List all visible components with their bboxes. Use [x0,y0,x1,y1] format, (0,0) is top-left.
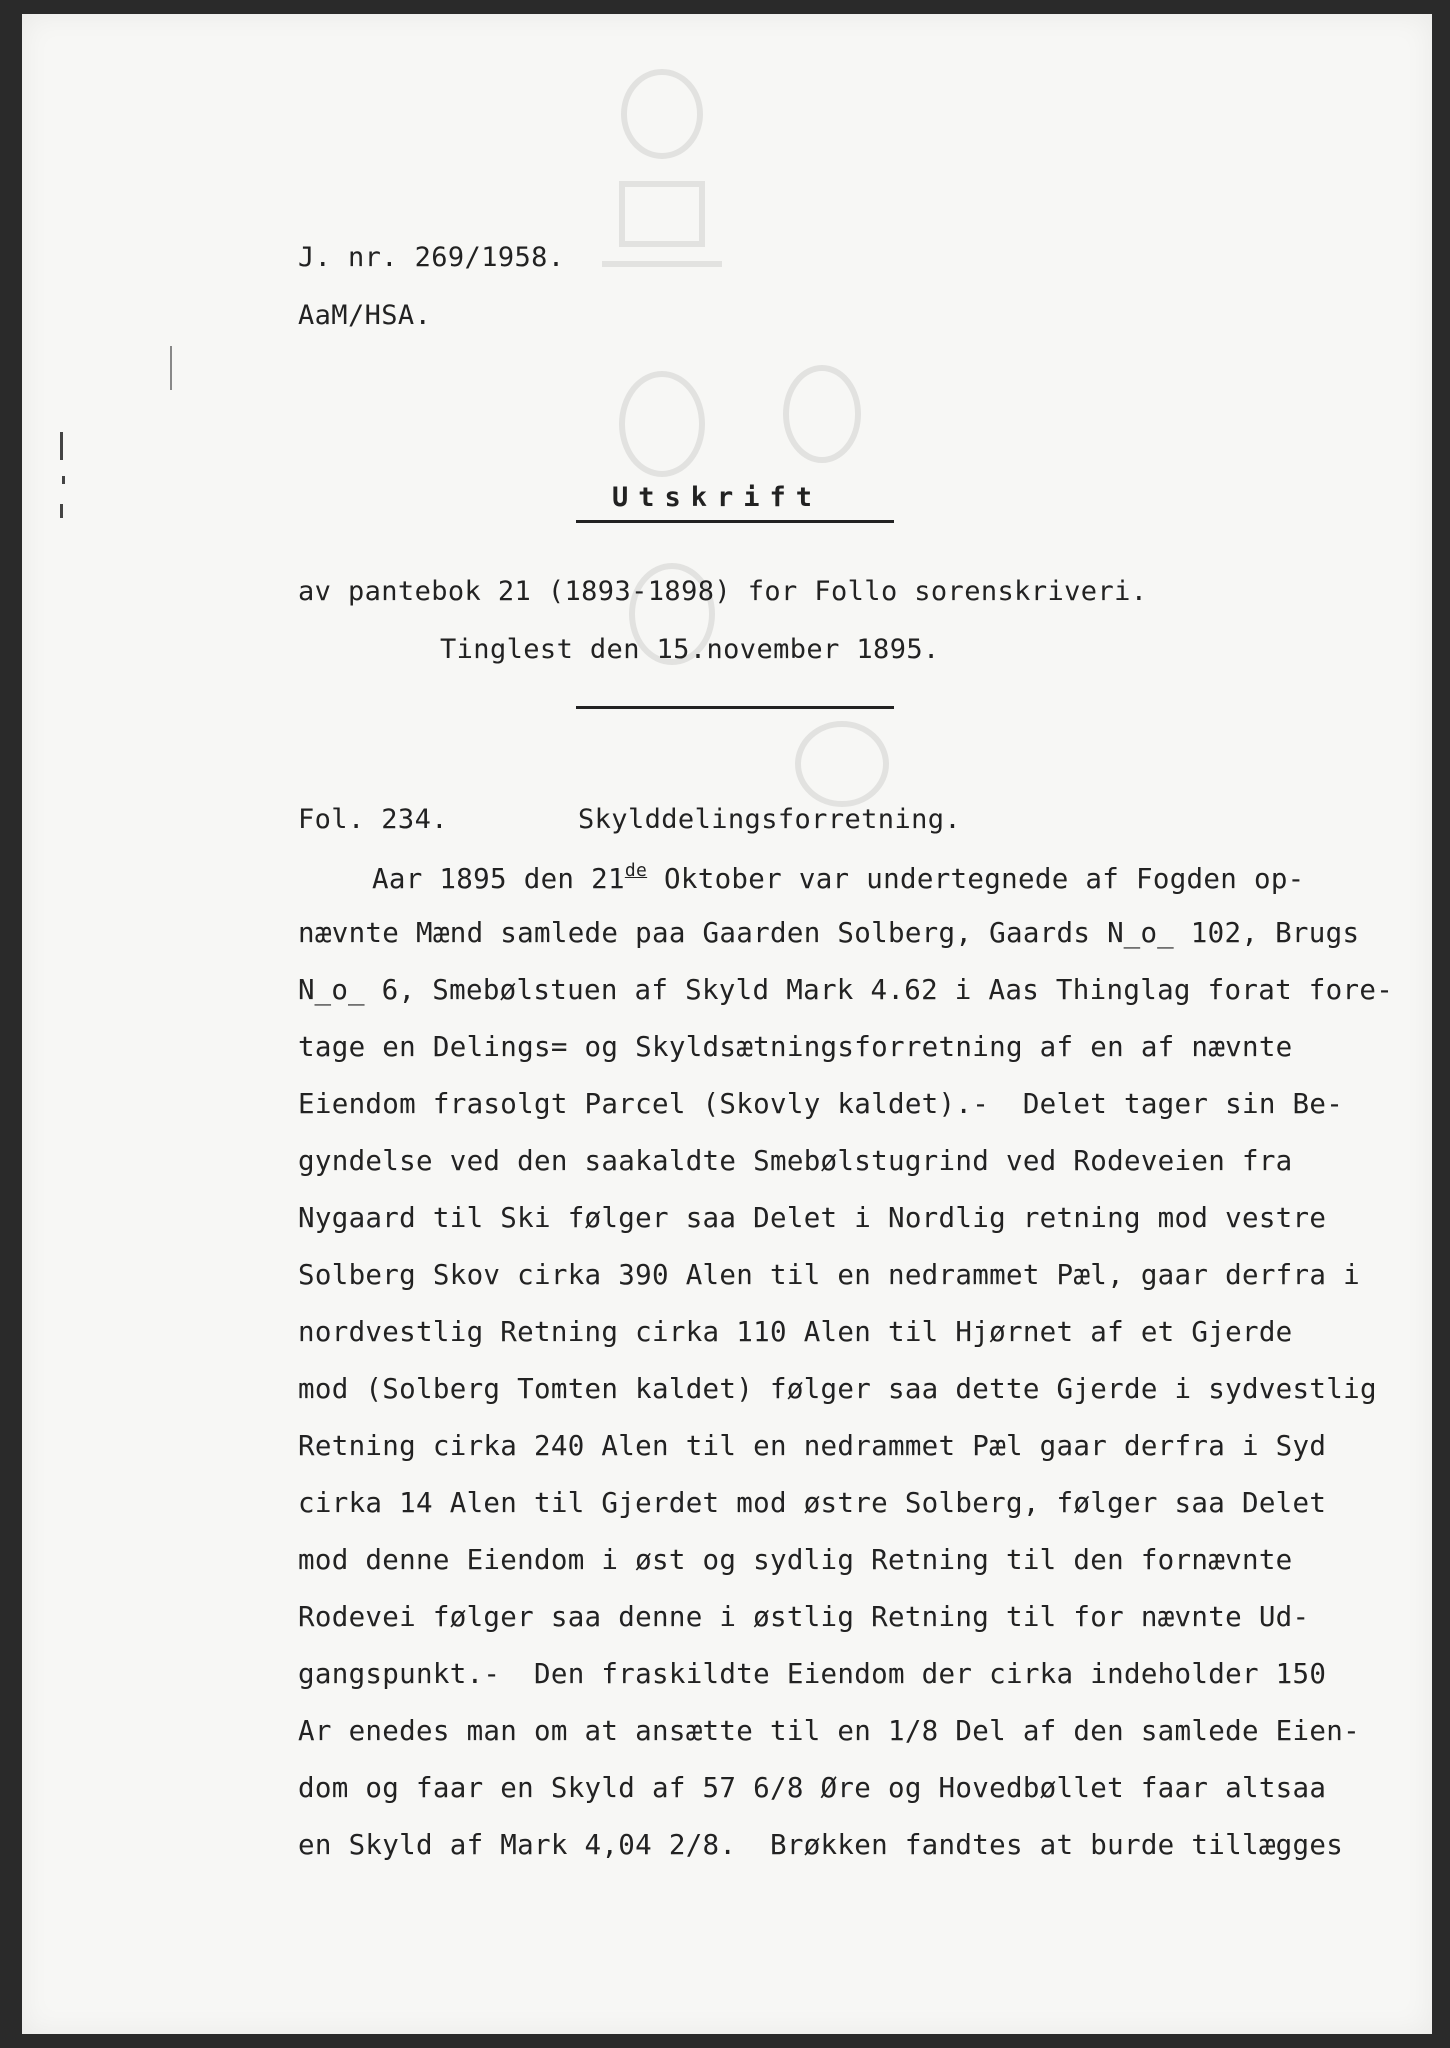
body-line: Solberg Skov cirka 390 Alen til en nedrammet Pæl, gaar derfra i [298,1259,1360,1291]
subtitle-line-1: av pantebok 21 (1893-1898) for Follo sorenskriveri. [298,576,1148,607]
journal-number: J. nr. 269/1958. [298,242,565,273]
body-line: en Skyld af Mark 4,04 2/8. Brøkken fandtes at burde tillægges [298,1829,1344,1861]
reverse-stamp-bleed [582,34,942,814]
body-line: Ar enedes man om at ansætte til en 1/8 Del af den samlede Eien- [298,1715,1360,1747]
body-line: mod denne Eiendom i øst og sydlig Retning til den fornævnte [298,1544,1293,1576]
body-line: N̲o̲ 6, Smebølstuen af Skyld Mark 4.62 i Aas Thinglag forat fore- [298,974,1394,1006]
section-divider [576,706,894,709]
body-line: gangspunkt.- Den fraskildte Eiendom der cirka indeholder 150 [298,1658,1327,1690]
body-line: Retning cirka 240 Alen til en nedrammet Pæl gaar derfra i Syd [298,1430,1327,1462]
title-underline [576,520,894,523]
margin-mark [62,476,65,484]
first-line-rest: Oktober var undertegnede af Fogden op- [647,863,1305,895]
margin-mark [60,432,63,460]
folio-reference: Fol. 234. [298,804,448,835]
date-suffix: de [624,860,648,881]
document-page [22,14,1432,2034]
body-line: tage en Delings= og Skyldsætningsforretning af en af nævnte [298,1031,1293,1063]
body-line: Nygaard til Ski følger saa Delet i Nordlig retning mod vestre [298,1202,1327,1234]
margin-mark [170,346,172,390]
body-first-line [372,860,1450,895]
body-line: gyndelse ved den saakaldte Smebølstugrind ved Rodeveien fra [298,1145,1293,1177]
margin-mark [60,504,63,518]
body-line: Eiendom frasolgt Parcel (Skovly kaldet).- Delet tager sin Be- [298,1088,1344,1120]
body-line: dom og faar en Skyld af 57 6/8 Øre og Hovedbøllet faar altsaa [298,1772,1327,1804]
body-line: nordvestlig Retning cirka 110 Alen til Hjørnet af et Gjerde [298,1316,1293,1348]
body-line: Rodevei følger saa denne i østlig Retning til for nævnte Ud- [298,1601,1310,1633]
body-line: mod (Solberg Tomten kaldet) følger saa dette Gjerde i sydvestlig [298,1373,1377,1405]
body-line: nævnte Mænd samlede paa Gaarden Solberg, Gaards N̲o̲ 102, Brugs [298,917,1360,949]
first-line-prefix: Aar 1895 den 21 [372,863,625,895]
subtitle-line-2: Tinglest den 15.november 1895. [440,634,940,665]
initials: AaM/HSA. [298,300,432,331]
document-title: Utskrift [612,482,823,513]
folio-heading: Skylddelingsforretning. [578,804,962,835]
body-line: cirka 14 Alen til Gjerdet mod østre Solberg, følger saa Delet [298,1487,1327,1519]
